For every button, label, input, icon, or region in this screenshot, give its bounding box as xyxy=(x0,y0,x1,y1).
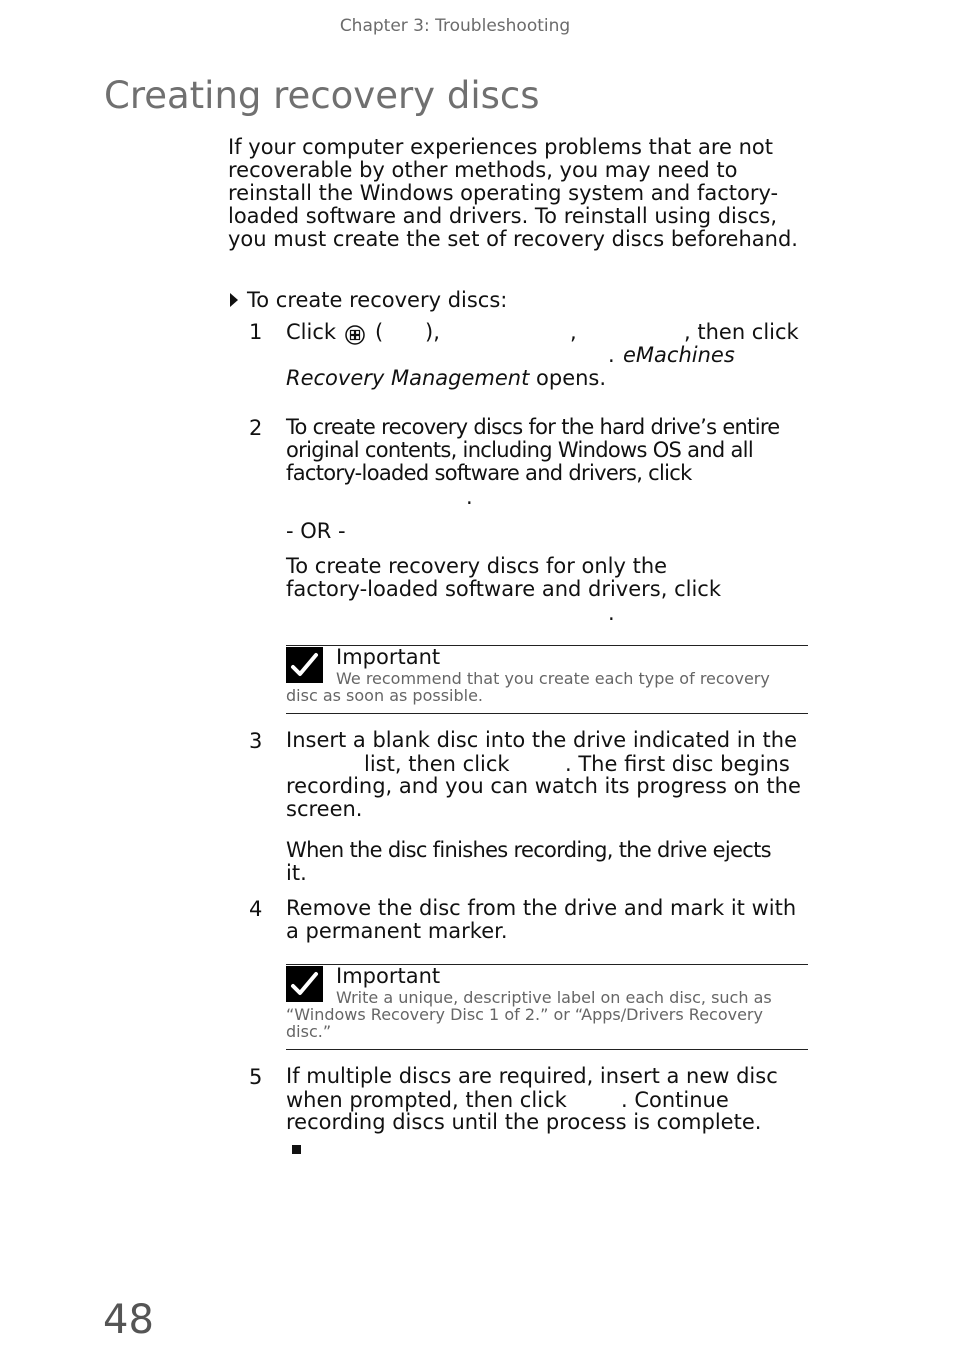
page-header: Chapter 3: Troubleshooting xyxy=(339,16,571,36)
step-1-opens: opens. xyxy=(536,366,607,390)
step-2-period-1: . xyxy=(466,485,473,509)
step-3-line-1: Insert a blank disc into the drive indicated in the xyxy=(286,728,797,752)
step-1-open-paren: ( xyxy=(375,320,384,344)
step-2-alt-line-1: To create recovery discs for only the xyxy=(286,554,668,578)
step-number-2: 2 xyxy=(249,416,263,440)
step-number-3: 3 xyxy=(249,729,263,753)
procedure-heading xyxy=(230,288,507,312)
step-1-close-paren: ), xyxy=(425,320,440,344)
page-number: 48 xyxy=(103,1297,154,1343)
note-2-line-2: “Windows Recovery Disc 1 of 2.” or “Apps/Drivers Recovery xyxy=(286,1005,763,1024)
step-5-line-2b: . Continue xyxy=(621,1088,729,1112)
step-2-alt-line-2: factory-loaded software and drivers, click xyxy=(286,577,722,601)
procedure-heading-text: To create recovery discs: xyxy=(247,288,508,312)
step-3-line-4: screen. xyxy=(286,797,363,821)
step-1-period: . xyxy=(608,343,615,367)
note-1-line-1: We recommend that you create each type of recovery xyxy=(336,669,770,688)
step-3-extra-2: it. xyxy=(286,861,307,885)
step-2-line-1: To create recovery discs for the hard drive’s entire xyxy=(286,415,780,439)
step-5-line-3: recording discs until the process is complete. xyxy=(286,1110,762,1134)
page-title: Creating recovery discs xyxy=(104,74,540,117)
step-1-then-click: , then click xyxy=(684,320,799,344)
step-3-line-3: recording, and you can watch its progress on the xyxy=(286,774,801,798)
important-note-2 xyxy=(286,964,808,1050)
step-3-first-disc: . The first disc begins xyxy=(565,752,790,776)
step-3-extra-1: When the disc finishes recording, the drive ejects xyxy=(286,838,771,862)
step-4-line-1: Remove the disc from the drive and mark it with xyxy=(286,896,797,920)
step-2-line-2: original contents, including Windows OS and all xyxy=(286,438,753,462)
step-2-line-3: factory-loaded software and drivers, click xyxy=(286,461,692,485)
step-1-comma: , xyxy=(570,320,577,344)
step-3-list-then-click: list, then click xyxy=(364,752,510,776)
important-note-1 xyxy=(286,645,808,714)
step-5-line-2a: when prompted, then click xyxy=(286,1088,567,1112)
step-2-period-2: . xyxy=(608,601,615,625)
step-2-or: - OR - xyxy=(286,519,346,543)
windows-start-icon xyxy=(344,324,366,346)
note-2-line-3: disc.” xyxy=(286,1022,332,1041)
intro-paragraph: If your computer experiences problems that are not recoverable by other methods, you may need to reinstall the Windows operating system and factory-loaded software and drivers. To reinstall using discs, you must create the set of recovery discs beforehand. xyxy=(228,135,798,251)
step-number-5: 5 xyxy=(249,1065,263,1089)
step-1-app-name-line2-italic: Recovery Management xyxy=(286,366,530,390)
step-5-line-1: If multiple discs are required, insert a new disc xyxy=(286,1064,778,1088)
note-1-body xyxy=(286,670,808,704)
note-2-line-1: Write a unique, descriptive label on each disc, such as xyxy=(336,988,772,1007)
step-1-app-name-line1: eMachines xyxy=(623,343,735,367)
step-1-app-name-line2 xyxy=(286,366,606,390)
step-number-4: 4 xyxy=(249,897,263,921)
triangle-bullet-icon xyxy=(230,293,238,307)
note-2-title: Important xyxy=(336,964,441,988)
note-1-title: Important xyxy=(336,645,441,669)
step-1-click: Click xyxy=(286,320,337,344)
step-4-line-2: a permanent marker. xyxy=(286,919,508,943)
note-2-body xyxy=(286,989,808,1040)
step-number-1: 1 xyxy=(249,320,263,344)
note-1-line-2: disc as soon as possible. xyxy=(286,686,484,705)
end-of-procedure-square-icon xyxy=(292,1145,301,1154)
